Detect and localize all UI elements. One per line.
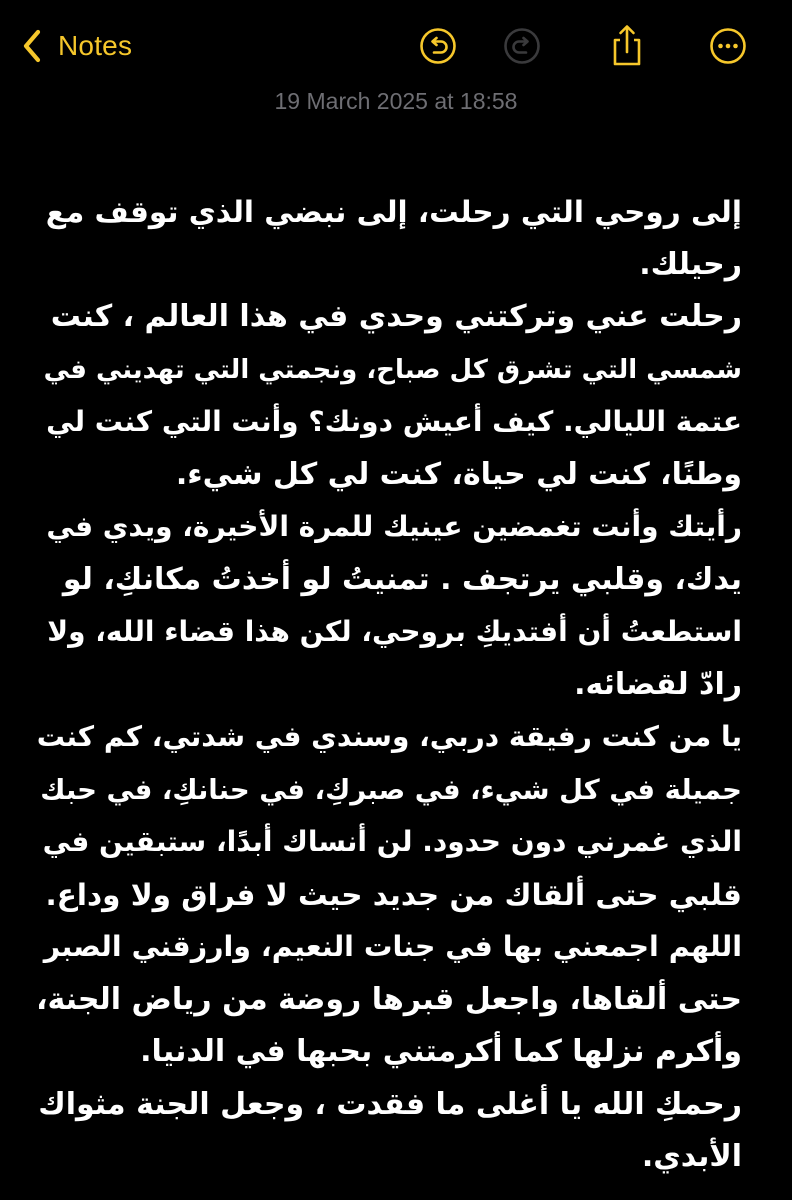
note-line: رحلت عني وتركتني وحدي في هذا العالم ، كنت bbox=[50, 299, 742, 334]
note-line: رادّ لقضائه. bbox=[574, 666, 742, 702]
note-line: رحمكِ الله يا أغلى ما فقدت ، وجعل الجنة مثواك bbox=[38, 1086, 742, 1122]
chevron-left-icon bbox=[22, 28, 42, 64]
note-line: جميلة في كل شيء، في صبركِ، في حنانكِ، في حبك bbox=[40, 773, 742, 806]
note-line: إلى روحي التي رحلت، إلى نبضي الذي توقف مع bbox=[45, 195, 742, 229]
note-line: يدك، وقلبي يرتجف . تمنيتُ لو أخذتُ مكانكِ، لو bbox=[62, 561, 742, 597]
more-button[interactable] bbox=[709, 27, 747, 65]
back-label: Notes bbox=[58, 30, 133, 61]
note-body[interactable] bbox=[36, 186, 742, 1184]
note-line: رأيتك وأنت تغمضين عينيك للمرة الأخيرة، ويدي في bbox=[46, 510, 742, 543]
redo-button[interactable] bbox=[503, 27, 541, 65]
note-line: حتى ألقاها، واجعل قبرها روضة من رياض الجنة، bbox=[36, 981, 742, 1017]
share-button[interactable] bbox=[607, 22, 647, 68]
note-line: شمسي التي تشرق كل صباح، ونجمتي التي تهديني في bbox=[43, 354, 742, 385]
undo-icon bbox=[419, 27, 457, 65]
note-line: الذي غمرني دون حدود. لن أنساك أبدًا، ستبقين في bbox=[42, 825, 742, 858]
note-date: 19 March 2025 at 18:58 bbox=[274, 88, 518, 114]
note-line: وطنًا، كنت لي حياة، كنت لي كل شيء. bbox=[175, 456, 742, 492]
undo-button[interactable] bbox=[419, 27, 457, 65]
note-line: يا من كنت رفيقة دربي، وسندي في شدتي، كم كنت bbox=[36, 720, 742, 753]
toolbar bbox=[0, 0, 792, 90]
more-icon bbox=[709, 27, 747, 65]
note-line: اللهم اجمعني بها في جنات النعيم، وارزقني الصبر bbox=[43, 930, 742, 963]
redo-icon bbox=[503, 27, 541, 65]
note-line: الأبدي. bbox=[641, 1139, 742, 1174]
note-line: استطعتُ أن أفتديكِ بروحي، لكن هذا قضاء الله، ولا bbox=[47, 615, 742, 648]
back-button[interactable] bbox=[22, 26, 132, 66]
note-line: قلبي حتى ألقاك من جديد حيث لا فراق ولا وداع. bbox=[45, 877, 742, 912]
share-icon bbox=[607, 22, 647, 68]
note-line: رحيلك. bbox=[639, 246, 742, 282]
note-line: وأكرم نزلها كما أكرمتني بحبها في الدنيا. bbox=[140, 1034, 742, 1069]
note-line: عتمة الليالي. كيف أعيش دونك؟ وأنت التي كنت لي bbox=[46, 405, 742, 438]
